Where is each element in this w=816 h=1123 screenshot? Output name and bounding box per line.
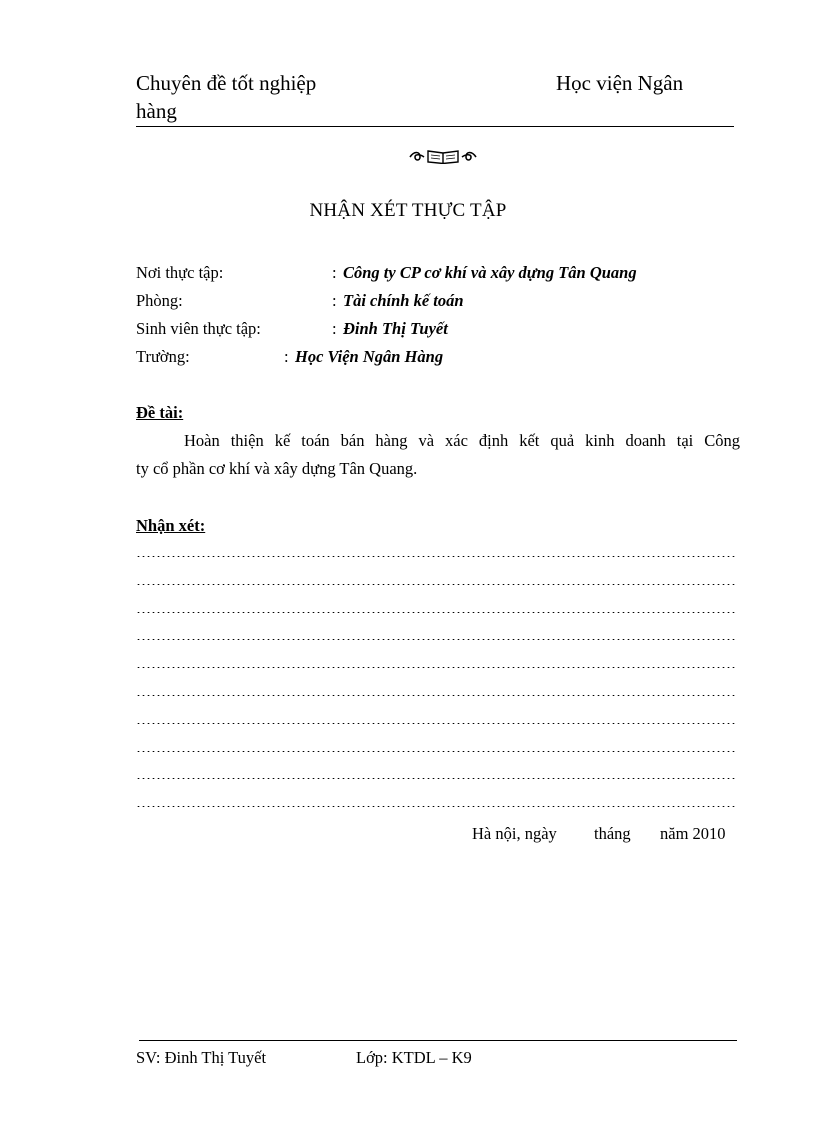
footer-class: Lớp: KTDL – K9 <box>356 1048 472 1067</box>
comment-dotted-line <box>136 751 736 752</box>
topic-heading: Đề tài: <box>136 403 184 422</box>
place-label: Nơi thực tập: <box>136 263 224 282</box>
comment-dotted-line <box>136 584 736 585</box>
comment-dotted-line <box>136 806 736 807</box>
date-place-prefix: Hà nội, ngày <box>472 824 557 843</box>
comment-dotted-line <box>136 723 736 724</box>
comment-dotted-line <box>136 667 736 668</box>
comment-heading: Nhận xét: <box>136 516 206 535</box>
comment-dotted-line <box>136 778 736 779</box>
student-label: Sinh viên thực tập: <box>136 319 261 338</box>
place-colon: : <box>332 263 337 282</box>
topic-word: định <box>478 431 509 450</box>
topic-word: doanh <box>625 431 666 450</box>
topic-word: tại <box>676 431 694 450</box>
place-value: Công ty CP cơ khí và xây dựng Tân Quang <box>343 263 637 282</box>
date-year: năm 2010 <box>660 824 726 843</box>
dept-label: Phòng: <box>136 291 183 310</box>
header-right-title: Học viện Ngân <box>556 71 684 95</box>
dept-colon: : <box>332 291 337 310</box>
school-colon: : <box>284 347 289 366</box>
header-wrap-text: hàng <box>136 99 177 123</box>
topic-word: toán <box>301 431 330 450</box>
footer-student: SV: Đinh Thị Tuyết <box>136 1048 267 1067</box>
topic-word: quả <box>550 431 575 450</box>
topic-line-1 <box>184 431 740 451</box>
book-ornament-icon <box>408 148 478 164</box>
student-value: Đinh Thị Tuyết <box>343 319 448 338</box>
school-value: Học Viện Ngân Hàng <box>295 347 444 366</box>
topic-word: Công <box>704 431 740 450</box>
dept-value: Tài chính kế toán <box>343 291 464 310</box>
topic-word: và <box>418 431 435 450</box>
topic-word: kinh <box>585 431 615 450</box>
topic-word: Hoàn <box>184 431 220 450</box>
header-left-title: Chuyên đề tốt nghiệp <box>136 71 317 95</box>
topic-word: thiện <box>230 431 264 450</box>
comment-dotted-line <box>136 639 736 640</box>
topic-word: kế <box>274 431 291 450</box>
comment-dotted-line <box>136 695 736 696</box>
topic-word: bán <box>340 431 365 450</box>
date-month-word: tháng <box>594 824 631 843</box>
page-title: NHẬN XÉT THỰC TẬP <box>309 200 507 221</box>
header-rule <box>136 126 734 127</box>
footer-rule <box>139 1040 737 1041</box>
topic-word: xác <box>445 431 468 450</box>
comment-dotted-line <box>136 612 736 613</box>
school-label: Trường: <box>136 347 190 366</box>
topic-word: kết <box>519 431 540 450</box>
comment-dotted-line <box>136 556 736 557</box>
student-colon: : <box>332 319 337 338</box>
topic-line-2: ty cổ phần cơ khí và xây dựng Tân Quang. <box>136 459 418 478</box>
topic-word: hàng <box>375 431 408 450</box>
